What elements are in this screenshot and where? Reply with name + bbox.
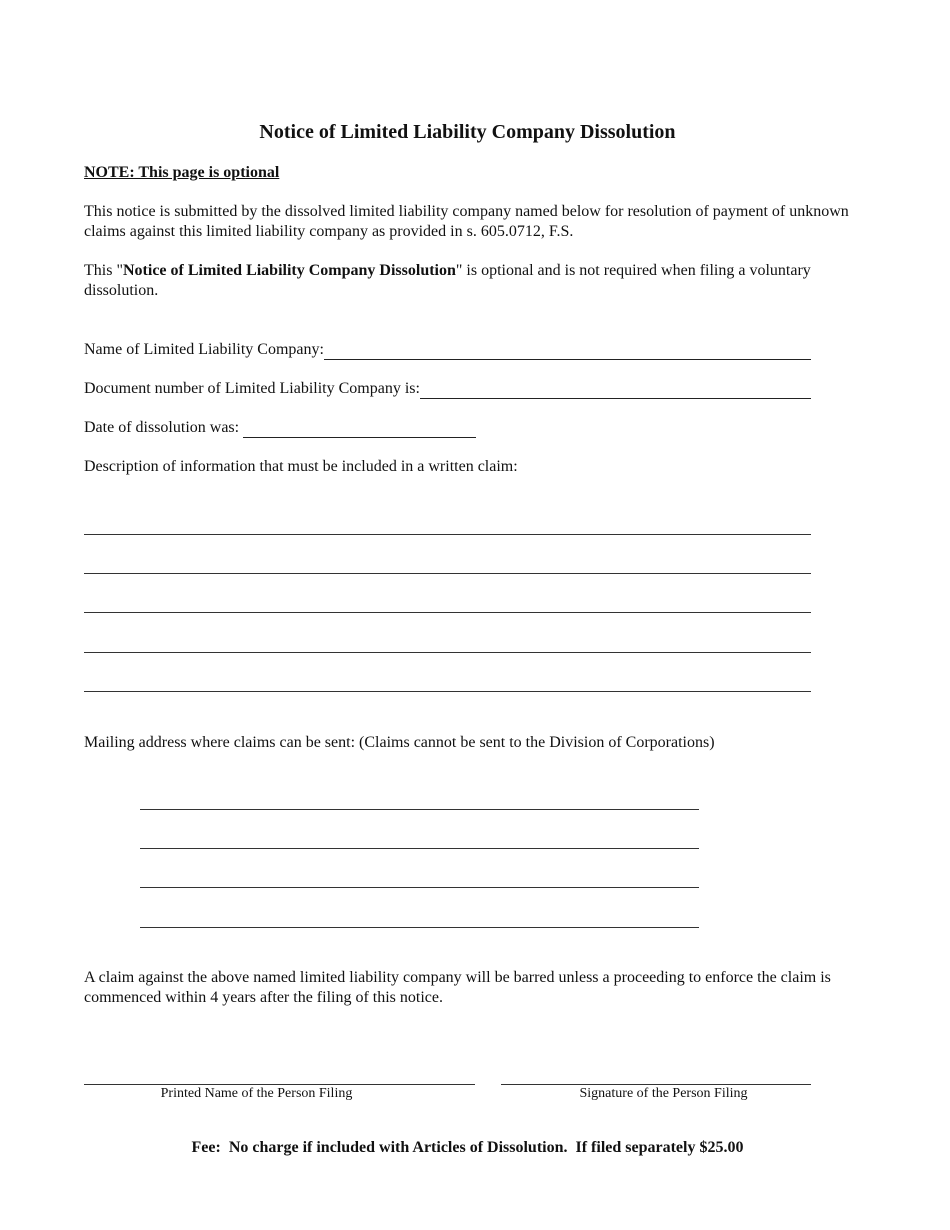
claim-description-label: Description of information that must be included in a written claim: [84, 458, 518, 475]
dissolution-date-row [84, 418, 476, 438]
page-title: Notice of Limited Liability Company Dissolution [259, 121, 676, 143]
dissolution-date-label: Date of dissolution was: [84, 419, 244, 436]
mailing-address-label: Mailing address where claims can be sent: (Claims cannot be sent to the Division of Corporations) [84, 734, 715, 751]
company-name-label: Name of Limited Liability Company: [84, 341, 324, 358]
signature-label: Signature of the Person Filing [579, 1086, 748, 1101]
mailing-address-line-4[interactable] [140, 927, 699, 928]
mailing-address-line-2[interactable] [140, 848, 699, 849]
printed-name-label: Printed Name of the Person Filing [160, 1086, 353, 1101]
document-number-row [84, 379, 811, 399]
signature-line[interactable] [501, 1084, 811, 1085]
claim-description-line-2[interactable] [84, 573, 811, 574]
barred-claim-notice: A claim against the above named limited liability company will be barred unless a proceeding to enforce the claim is commenced within 4 years after the filing of this notice. [84, 969, 831, 1006]
dissolution-date-field[interactable] [243, 420, 476, 438]
claim-description-line-1[interactable] [84, 534, 811, 535]
claim-description-line-5[interactable] [84, 691, 811, 692]
mailing-address-line-1[interactable] [140, 809, 699, 810]
company-name-row [84, 340, 811, 360]
optional-note: NOTE: This page is optional [84, 164, 280, 181]
optional-paragraph [84, 261, 854, 301]
claim-description-line-4[interactable] [84, 652, 811, 653]
intro-paragraph: This notice is submitted by the dissolved limited liability company named below for resolution of payment of unknown claims against this limited liability company as provided in s. 605.0712, F.S. [84, 203, 849, 240]
optional-paragraph-prefix: This " [84, 262, 123, 279]
mailing-address-line-3[interactable] [140, 887, 699, 888]
fee-notice: Fee: No charge if included with Articles of Dissolution. If filed separately $25.00 [191, 1139, 744, 1156]
claim-description-line-3[interactable] [84, 612, 811, 613]
document-number-field[interactable] [420, 381, 811, 399]
optional-paragraph-suffix: " is optional and is not required when filing a voluntary dissolution. [84, 262, 811, 299]
company-name-field[interactable] [324, 342, 811, 360]
optional-paragraph-bold: Notice of Limited Liability Company Dissolution [122, 262, 456, 279]
printed-name-line[interactable] [84, 1084, 475, 1085]
document-number-label: Document number of Limited Liability Company is: [84, 380, 420, 397]
